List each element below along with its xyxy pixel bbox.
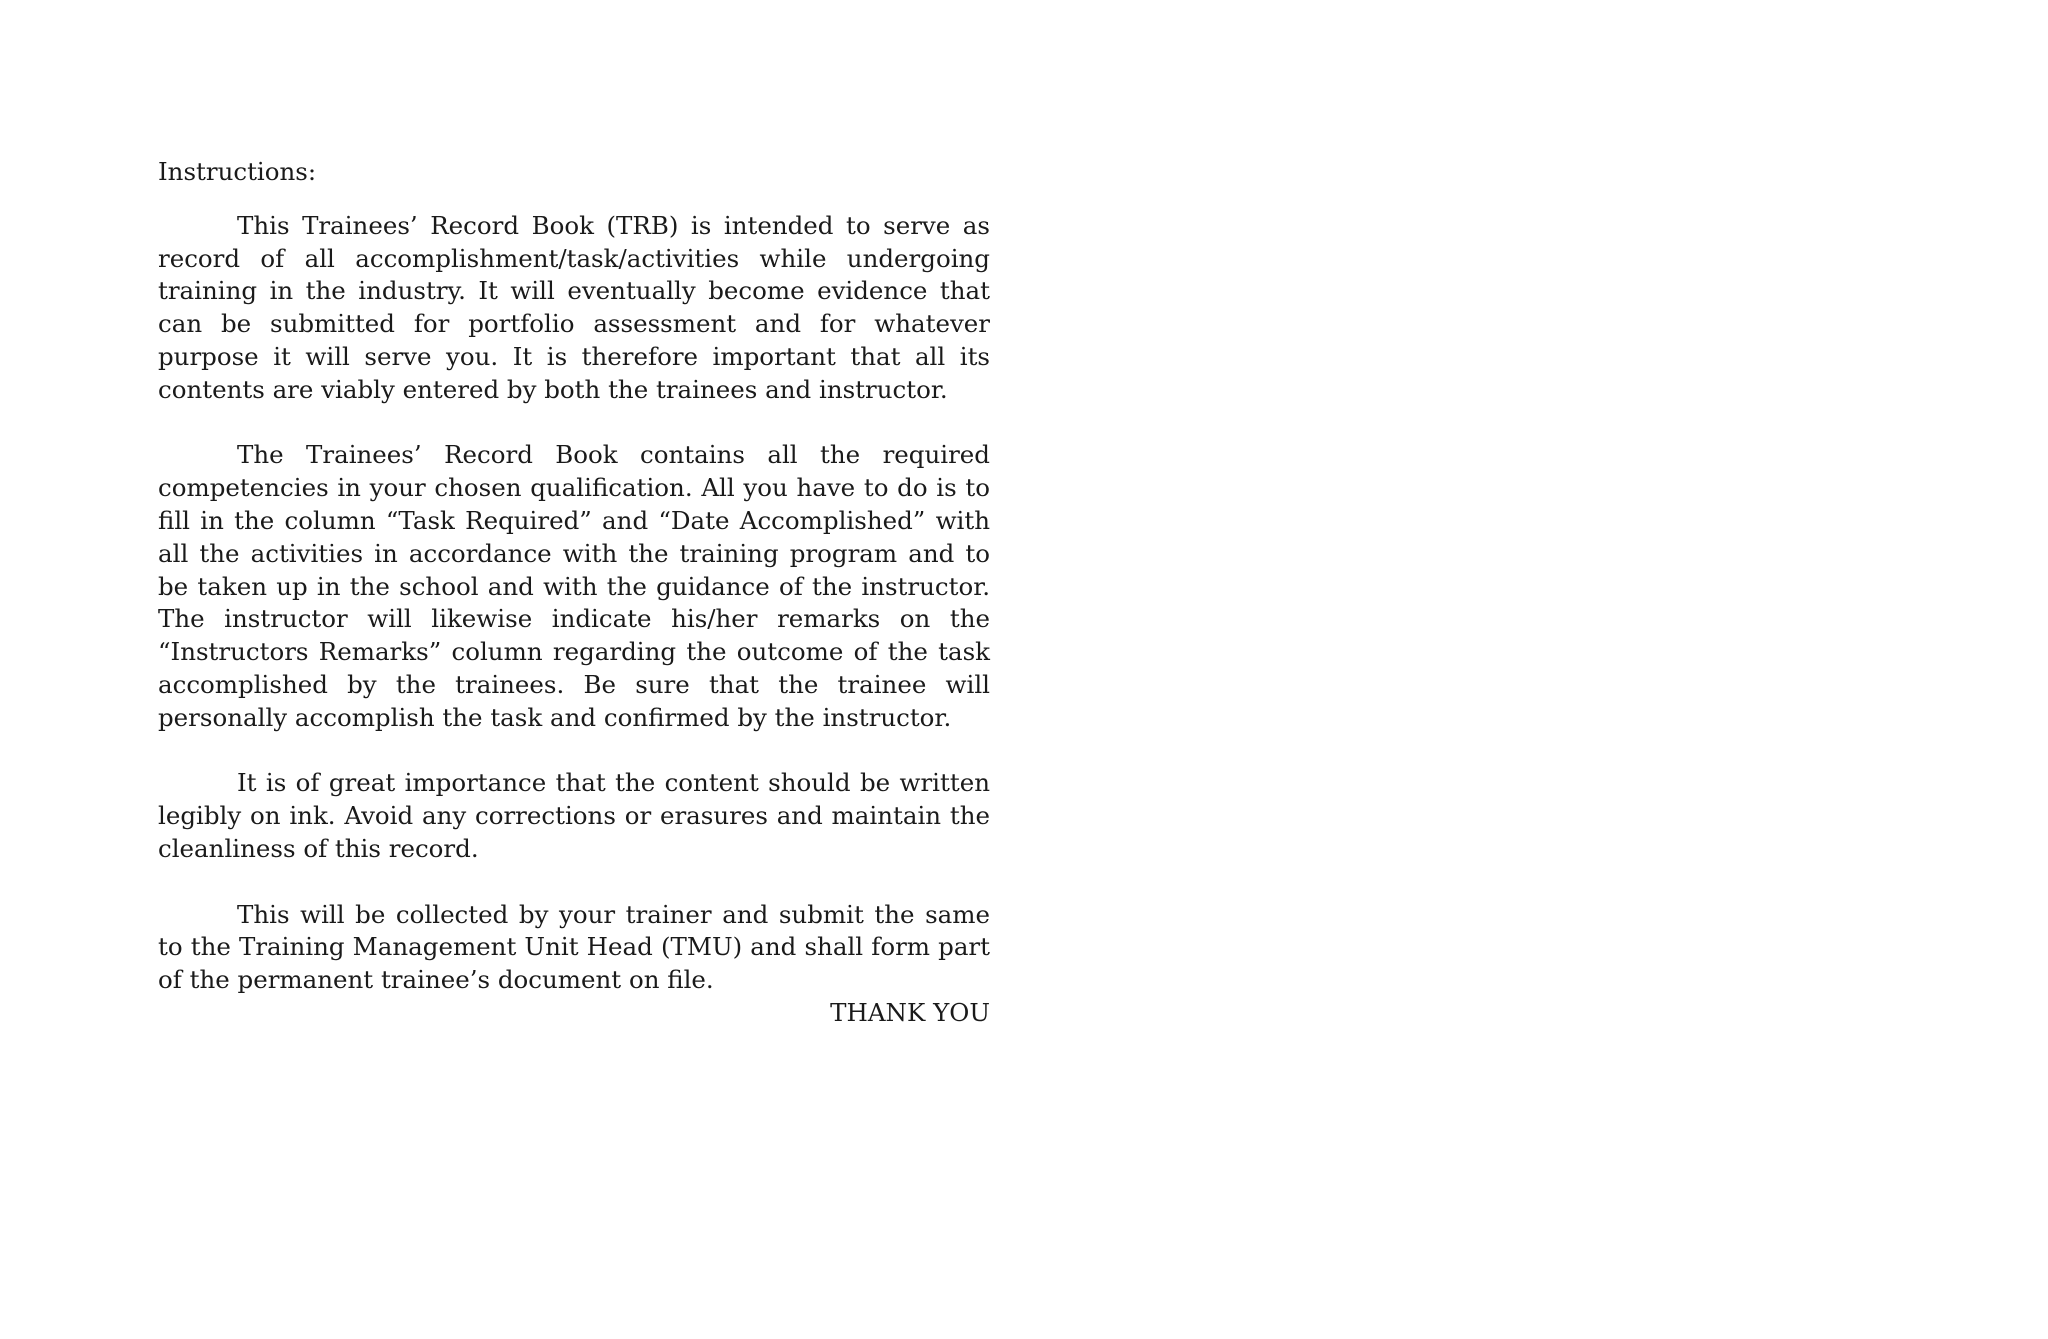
paragraph-legibility: It is of great importance that the content should be written legibly on ink. Avoid any corrections or erasures and maintain the cleanliness of this record. bbox=[158, 768, 990, 863]
paragraph-purpose: This Trainees’ Record Book (TRB) is intended to serve as record of all accomplishment/task/activities while undergoing training in the industry. It will eventually become evidence that can be submitted for portfolio assessment and for whatever purpose it will serve you. It is therefore important that all its contents are viably entered by both the trainees and instructor. bbox=[158, 210, 990, 404]
paragraph-contents: The Trainees’ Record Book contains all the required competencies in your chosen qualification. All you have to do is to fill in the column “Task Required” and “Date Accomplished” with all the activities in accordance with the training program and to be taken up in the school and with the guidance of the instructor. The instructor will likewise indicate his/her remarks on the “Instructors Remarks” column regarding the outcome of the task accomplished by the trainees. Be sure that the trainee will personally accomplish the task and confirmed by the instructor. bbox=[158, 440, 990, 732]
instructions-heading: Instructions: bbox=[158, 157, 317, 186]
paragraph-collection: This will be collected by your trainer and submit the same to the Training Management Unit Head (TMU) and shall form part of the permanent trainee’s document on file. bbox=[158, 899, 990, 995]
closing-thank-you: THANK YOU bbox=[830, 997, 990, 1027]
instructions-section bbox=[158, 156, 990, 1030]
